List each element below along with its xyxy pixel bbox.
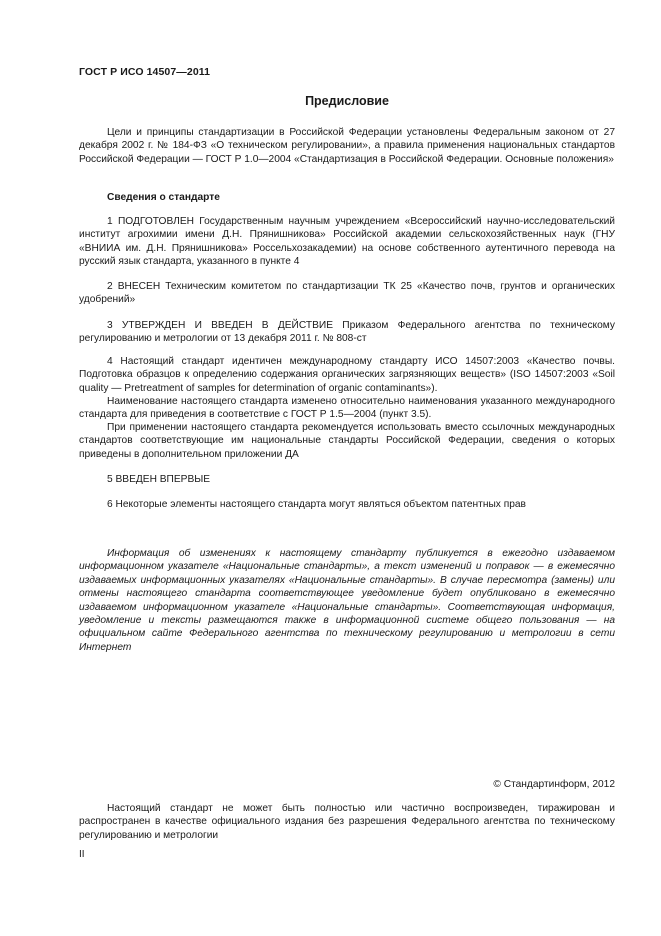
- info-notice: Информация об изменениях к настоящему стандарту публикуется в ежегодно издаваемом информационном указателе «Национальные стандарты», а текст изменений и поправок — в ежемесячно издаваемых информационных указателях «Национальные стандарты». В случае пересмотра (замены) или отмены настоящего стандарта соответствующее уведомление будет опубликовано в ежемесячно издаваемом информационном указателе «Национальные стандарты». Соответствующая информация, уведомление и тексты размещаются также в информационной системе общего пользования — на официальном сайте Федерального агентства по техническому регулированию и метрологии в сети Интернет: [79, 548, 615, 653]
- item-1: 1 ПОДГОТОВЛЕН Государственным научным учреждением «Всероссийский научно-исследовательский институт агрохимии имени Д.Н. Прянишникова» Российской академии сельскохозяйственных наук (ГНУ «ВНИИА им. Д.Н. Прянишникова» Россельхозакадемии) на основе собственного аутентичного перевода на русский язык стандарта, указанного в пункте 4: [79, 216, 615, 268]
- page-number: II: [79, 849, 85, 860]
- item-4-refs-note: При применении настоящего стандарта рекомендуется использовать вместо ссылочных международных стандартов соответствующие им национальные стандарты Российской Федерации, сведения о которых приведены в дополнительном приложении ДА: [79, 422, 615, 460]
- item-6: 6 Некоторые элементы настоящего стандарта могут являться объектом патентных прав: [107, 499, 526, 510]
- page-title: Предисловие: [305, 94, 389, 108]
- copyright: © Стандартинформ, 2012: [493, 779, 615, 790]
- reproduction-notice: Настоящий стандарт не может быть полностью или частично воспроизведен, тиражирован и распространен в качестве официального издания без разрешения Федерального агентства по техническому регулированию и метрологии: [79, 803, 615, 841]
- item-5: 5 ВВЕДЕН ВПЕРВЫЕ: [107, 474, 211, 485]
- item-2: 2 ВНЕСЕН Техническим комитетом по стандартизации ТК 25 «Качество почв, грунтов и органических удобрений»: [79, 281, 615, 306]
- document-header: ГОСТ Р ИСО 14507—2011: [79, 66, 211, 78]
- intro-paragraph: Цели и принципы стандартизации в Российской Федерации установлены Федеральным законом от 27 декабря 2002 г. № 184-ФЗ «О техническом регулировании», а правила применения национальных стандартов Российской Федерации — ГОСТ Р 1.0—2004 «Стандартизация в Российской Федерации. Основные положения»: [79, 127, 615, 165]
- item-4: 4 Настоящий стандарт идентичен международному стандарту ИСО 14507:2003 «Качество почвы. Подготовка образцов к определению содержания органических загрязняющих веществ» (ISO 14507:2003 «Soil quality — Pretreatment of samples for determination of organic contaminants»).: [79, 356, 615, 394]
- item-3: 3 УТВЕРЖДЕН И ВВЕДЕН В ДЕЙСТВИЕ Приказом Федерального агентства по техническому регулированию и метрологии от 13 декабря 2011 г. № 808-ст: [79, 320, 615, 345]
- item-4-name-note: Наименование настоящего стандарта изменено относительно наименования указанного международного стандарта для приведения в соответствие с ГОСТ Р 1.5—2004 (пункт 3.5).: [79, 396, 615, 421]
- section-heading: Сведения о стандарте: [107, 192, 220, 203]
